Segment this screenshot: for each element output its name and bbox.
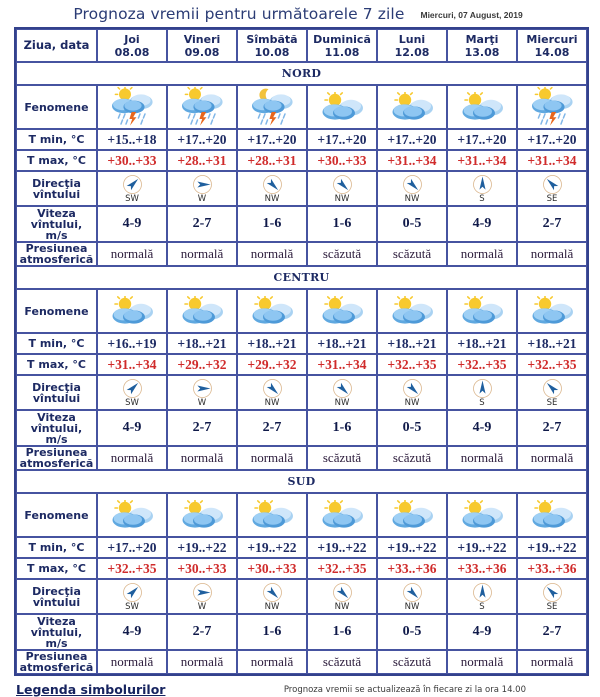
region-title-nord: NORD xyxy=(16,62,587,85)
pressure-value: scăzută xyxy=(392,246,432,261)
wind-direction-label: NW xyxy=(404,397,420,408)
wind-direction-label: SE xyxy=(546,601,558,612)
pressure-cell-5 xyxy=(447,446,517,470)
column-header-label: Ziua, data xyxy=(16,29,97,62)
wind-direction-cell-2 xyxy=(237,375,307,410)
wind-speed-cell-5: 4-9 xyxy=(447,410,517,446)
row-pressure-centru xyxy=(16,446,587,470)
row-tmin-sud xyxy=(16,537,587,558)
tmin-cell-6: +17..+20 xyxy=(517,129,587,150)
wind-speed-cell-4: 0-5 xyxy=(377,410,447,446)
tmin-cell-5: +18..+21 xyxy=(447,333,517,354)
row-label-pressure: Presiunea atmosferică xyxy=(16,446,97,470)
sun-cloud-icon xyxy=(109,500,155,530)
wind-direction-cell-0 xyxy=(97,171,167,206)
day-date: 14.08 xyxy=(534,45,570,59)
row-fenomene-sud xyxy=(16,493,587,537)
wind-direction-nw-icon xyxy=(402,582,423,603)
weather-icon-cell-0[interactable] xyxy=(97,289,167,333)
day-header-1[interactable] xyxy=(167,29,237,62)
row-label-tmax: T max, °C xyxy=(16,150,97,171)
day-name: Joi xyxy=(124,32,140,46)
tmax-cell-1: +28..+31 xyxy=(167,150,237,171)
wind-direction-nw-icon xyxy=(402,378,423,399)
region-title-sud: SUD xyxy=(16,470,587,493)
tmin-cell-0: +15..+18 xyxy=(97,129,167,150)
pressure-cell-1 xyxy=(167,242,237,266)
row-label-fenomene: Fenomene xyxy=(16,85,97,129)
wind-direction-label: NW xyxy=(334,601,350,612)
wind-direction-w-icon xyxy=(192,378,213,399)
wind-speed-cell-5: 4-9 xyxy=(447,206,517,242)
row-tmin-centru xyxy=(16,333,587,354)
day-header-6[interactable] xyxy=(517,29,587,62)
sun-cloud-icon xyxy=(459,92,505,122)
weather-icon-cell-2[interactable] xyxy=(237,493,307,537)
sun-cloud-icon xyxy=(249,296,295,326)
pressure-cell-0 xyxy=(97,650,167,674)
tmin-cell-5: +17..+20 xyxy=(447,129,517,150)
row-label-fenomene: Fenomene xyxy=(16,493,97,537)
row-label-wind-direction: Direcţia vîntului xyxy=(16,375,97,410)
pressure-cell-0 xyxy=(97,242,167,266)
pressure-value: normală xyxy=(460,450,504,465)
sun-cloud-icon xyxy=(319,92,365,122)
tmax-cell-3: +31..+34 xyxy=(307,354,377,375)
sun-cloud-icon xyxy=(389,92,435,122)
pressure-cell-6 xyxy=(517,446,587,470)
wind-direction-se-icon xyxy=(542,378,563,399)
footer xyxy=(0,676,600,697)
row-label-pressure: Presiunea atmosferică xyxy=(16,242,97,266)
weather-icon-cell-6[interactable] xyxy=(517,493,587,537)
weather-icon-cell-1[interactable] xyxy=(167,289,237,333)
tmin-cell-1: +19..+22 xyxy=(167,537,237,558)
wind-direction-label: NW xyxy=(264,397,280,408)
weather-icon-cell-4[interactable] xyxy=(377,85,447,129)
tmin-cell-6: +19..+22 xyxy=(517,537,587,558)
weather-icon-cell-6[interactable] xyxy=(517,85,587,129)
weather-icon-cell-2[interactable] xyxy=(237,289,307,333)
wind-direction-label: NW xyxy=(404,193,420,204)
row-label-tmin: T min, °C xyxy=(16,129,97,150)
row-label-tmax: T max, °C xyxy=(16,354,97,375)
weather-icon-cell-5[interactable] xyxy=(447,85,517,129)
wind-direction-se-icon xyxy=(542,582,563,603)
pressure-value: normală xyxy=(180,654,224,669)
tmin-cell-2: +17..+20 xyxy=(237,129,307,150)
pressure-cell-4 xyxy=(377,446,447,470)
row-label-wind-direction: Direcţia vîntului xyxy=(16,579,97,614)
pressure-value: scăzută xyxy=(322,654,362,669)
pressure-cell-5 xyxy=(447,242,517,266)
row-wind-speed-sud xyxy=(16,614,587,650)
wind-speed-cell-4: 0-5 xyxy=(377,614,447,650)
pressure-cell-3 xyxy=(307,446,377,470)
pressure-value: normală xyxy=(110,246,154,261)
sun-cloud-icon xyxy=(389,500,435,530)
sun-cloud-icon xyxy=(529,500,575,530)
weather-icon-cell-4[interactable] xyxy=(377,289,447,333)
tmin-cell-3: +19..+22 xyxy=(307,537,377,558)
forecast-table xyxy=(14,27,589,676)
tmax-cell-0: +30..+33 xyxy=(97,150,167,171)
pressure-value: normală xyxy=(530,246,574,261)
row-pressure-nord xyxy=(16,242,587,266)
weather-icon-cell-2[interactable] xyxy=(237,85,307,129)
wind-direction-nw-icon xyxy=(262,582,283,603)
wind-direction-label: S xyxy=(479,193,485,204)
row-label-tmax: T max, °C xyxy=(16,558,97,579)
pressure-cell-5 xyxy=(447,650,517,674)
sun-cloud-thunder-rain-icon xyxy=(109,87,155,127)
day-date: 11.08 xyxy=(324,45,360,59)
wind-direction-cell-0 xyxy=(97,579,167,614)
wind-speed-cell-3: 1-6 xyxy=(307,410,377,446)
pressure-value: normală xyxy=(180,450,224,465)
wind-speed-cell-1: 2-7 xyxy=(167,410,237,446)
wind-direction-sw-icon xyxy=(122,174,143,195)
tmin-cell-0: +16..+19 xyxy=(97,333,167,354)
weather-icon-cell-0[interactable] xyxy=(97,493,167,537)
tmin-cell-2: +18..+21 xyxy=(237,333,307,354)
wind-speed-cell-0: 4-9 xyxy=(97,206,167,242)
pressure-cell-2 xyxy=(237,446,307,470)
header-date: Miercuri, 07 August, 2019 xyxy=(420,10,523,20)
tmax-cell-6: +33..+36 xyxy=(517,558,587,579)
tmax-cell-3: +32..+35 xyxy=(307,558,377,579)
wind-direction-label: S xyxy=(479,397,485,408)
sun-cloud-icon xyxy=(179,500,225,530)
tmin-cell-3: +18..+21 xyxy=(307,333,377,354)
pressure-value: normală xyxy=(250,450,294,465)
wind-direction-label: W xyxy=(197,601,207,612)
wind-direction-cell-3 xyxy=(307,579,377,614)
wind-speed-cell-5: 4-9 xyxy=(447,614,517,650)
pressure-value: scăzută xyxy=(322,450,362,465)
wind-direction-label: NW xyxy=(404,601,420,612)
day-date: 08.08 xyxy=(114,45,150,59)
tmin-cell-1: +17..+20 xyxy=(167,129,237,150)
region-band-row xyxy=(16,62,587,85)
page-title: Prognoza vremii pentru următoarele 7 zile xyxy=(73,4,405,23)
row-label-wind-speed: Viteza vîntului, m/s xyxy=(16,614,97,650)
pressure-cell-1 xyxy=(167,650,237,674)
pressure-value: normală xyxy=(460,654,504,669)
wind-direction-w-icon xyxy=(192,174,213,195)
tmax-cell-2: +30..+33 xyxy=(237,558,307,579)
wind-direction-label: NW xyxy=(334,193,350,204)
row-label-wind-speed: Viteza vîntului, m/s xyxy=(16,410,97,446)
weather-icon-cell-0[interactable] xyxy=(97,85,167,129)
day-name: Luni xyxy=(398,32,426,46)
wind-direction-cell-3 xyxy=(307,171,377,206)
wind-direction-cell-1 xyxy=(167,171,237,206)
wind-direction-s-icon xyxy=(472,378,493,399)
day-header-0[interactable] xyxy=(97,29,167,62)
sun-cloud-thunder-rain-icon xyxy=(179,87,225,127)
update-note: Prognoza vremii se actualizează în fiecare zi la ora 14.00 xyxy=(283,684,526,695)
row-wind-direction-nord xyxy=(16,171,587,206)
row-label-pressure: Presiunea atmosferică xyxy=(16,650,97,674)
row-label-tmin: T min, °C xyxy=(16,537,97,558)
day-date: 13.08 xyxy=(464,45,500,59)
pressure-cell-6 xyxy=(517,650,587,674)
tmax-cell-4: +32..+35 xyxy=(377,354,447,375)
day-header-5[interactable] xyxy=(447,29,517,62)
tmax-cell-5: +33..+36 xyxy=(447,558,517,579)
pressure-value: scăzută xyxy=(322,246,362,261)
wind-direction-label: SW xyxy=(125,397,139,408)
day-date: 12.08 xyxy=(394,45,430,59)
sun-cloud-icon xyxy=(249,500,295,530)
sun-cloud-icon xyxy=(319,500,365,530)
wind-direction-nw-icon xyxy=(402,174,423,195)
wind-direction-cell-5 xyxy=(447,375,517,410)
wind-speed-cell-2: 1-6 xyxy=(237,206,307,242)
wind-speed-cell-6: 2-7 xyxy=(517,206,587,242)
day-name: Sîmbătă xyxy=(246,32,298,46)
tmin-cell-5: +19..+22 xyxy=(447,537,517,558)
pressure-value: normală xyxy=(250,654,294,669)
wind-direction-label: SW xyxy=(125,193,139,204)
pressure-value: normală xyxy=(180,246,224,261)
tmax-cell-1: +30..+33 xyxy=(167,558,237,579)
tmin-cell-6: +18..+21 xyxy=(517,333,587,354)
wind-direction-cell-6 xyxy=(517,375,587,410)
row-tmax-centru xyxy=(16,354,587,375)
wind-direction-label: NW xyxy=(334,397,350,408)
wind-speed-cell-6: 2-7 xyxy=(517,410,587,446)
wind-direction-cell-2 xyxy=(237,171,307,206)
wind-direction-label: SW xyxy=(125,601,139,612)
wind-speed-cell-0: 4-9 xyxy=(97,410,167,446)
pressure-value: normală xyxy=(530,450,574,465)
tmin-cell-4: +19..+22 xyxy=(377,537,447,558)
wind-direction-nw-icon xyxy=(332,582,353,603)
pressure-value: normală xyxy=(250,246,294,261)
day-date: 09.08 xyxy=(184,45,220,59)
sun-cloud-icon xyxy=(109,296,155,326)
wind-direction-nw-icon xyxy=(262,174,283,195)
row-label-tmin: T min, °C xyxy=(16,333,97,354)
pressure-value: normală xyxy=(460,246,504,261)
wind-direction-se-icon xyxy=(542,174,563,195)
wind-direction-cell-1 xyxy=(167,579,237,614)
row-label-wind-speed: Viteza vîntului, m/s xyxy=(16,206,97,242)
wind-direction-nw-icon xyxy=(262,378,283,399)
wind-direction-cell-6 xyxy=(517,579,587,614)
weather-icon-cell-3[interactable] xyxy=(307,85,377,129)
day-header-3[interactable] xyxy=(307,29,377,62)
pressure-cell-1 xyxy=(167,446,237,470)
page-header xyxy=(0,0,600,27)
day-name: Miercuri xyxy=(526,32,578,46)
region-band-row xyxy=(16,266,587,289)
pressure-cell-0 xyxy=(97,446,167,470)
tmin-cell-1: +18..+21 xyxy=(167,333,237,354)
row-label-fenomene: Fenomene xyxy=(16,289,97,333)
wind-direction-cell-0 xyxy=(97,375,167,410)
weather-icon-cell-3[interactable] xyxy=(307,289,377,333)
wind-direction-cell-4 xyxy=(377,171,447,206)
wind-direction-s-icon xyxy=(472,174,493,195)
weather-icon-cell-6[interactable] xyxy=(517,289,587,333)
tmin-cell-0: +17..+20 xyxy=(97,537,167,558)
sun-cloud-icon xyxy=(179,296,225,326)
wind-direction-sw-icon xyxy=(122,378,143,399)
wind-speed-cell-3: 1-6 xyxy=(307,614,377,650)
wind-direction-label: S xyxy=(479,601,485,612)
wind-speed-cell-1: 2-7 xyxy=(167,614,237,650)
row-wind-direction-sud xyxy=(16,579,587,614)
weather-icon-cell-4[interactable] xyxy=(377,493,447,537)
day-name: Duminică xyxy=(313,32,371,46)
wind-speed-cell-4: 0-5 xyxy=(377,206,447,242)
wind-direction-label: SE xyxy=(546,397,558,408)
pressure-value: scăzută xyxy=(392,450,432,465)
weather-icon-cell-1[interactable] xyxy=(167,493,237,537)
row-label-wind-direction: Direcţia vîntului xyxy=(16,171,97,206)
day-name: Vineri xyxy=(183,32,221,46)
region-band-row xyxy=(16,470,587,493)
weather-icon-cell-5[interactable] xyxy=(447,289,517,333)
tmax-cell-6: +32..+35 xyxy=(517,354,587,375)
tmax-cell-5: +32..+35 xyxy=(447,354,517,375)
wind-speed-cell-1: 2-7 xyxy=(167,206,237,242)
wind-direction-cell-4 xyxy=(377,579,447,614)
pressure-cell-3 xyxy=(307,650,377,674)
pressure-cell-4 xyxy=(377,242,447,266)
row-wind-speed-centru xyxy=(16,410,587,446)
day-header-2[interactable] xyxy=(237,29,307,62)
tmin-cell-2: +19..+22 xyxy=(237,537,307,558)
tmax-cell-4: +33..+36 xyxy=(377,558,447,579)
pressure-cell-2 xyxy=(237,650,307,674)
pressure-value: normală xyxy=(110,654,154,669)
day-date: 10.08 xyxy=(254,45,290,59)
wind-direction-cell-4 xyxy=(377,375,447,410)
wind-direction-label: SE xyxy=(546,193,558,204)
pressure-cell-4 xyxy=(377,650,447,674)
row-tmin-nord xyxy=(16,129,587,150)
wind-speed-cell-6: 2-7 xyxy=(517,614,587,650)
legend-link[interactable]: Legenda simbolurilor xyxy=(16,682,166,697)
sun-cloud-thunder-rain-icon xyxy=(529,87,575,127)
wind-direction-cell-1 xyxy=(167,375,237,410)
sun-cloud-icon xyxy=(319,296,365,326)
moon-cloud-thunder-rain-icon xyxy=(249,87,295,127)
wind-direction-label: NW xyxy=(264,193,280,204)
wind-direction-label: W xyxy=(197,397,207,408)
row-tmax-nord xyxy=(16,150,587,171)
wind-speed-cell-0: 4-9 xyxy=(97,614,167,650)
wind-speed-cell-2: 1-6 xyxy=(237,614,307,650)
row-wind-direction-centru xyxy=(16,375,587,410)
weather-icon-cell-3[interactable] xyxy=(307,493,377,537)
sun-cloud-icon xyxy=(529,296,575,326)
day-header-4[interactable] xyxy=(377,29,447,62)
tmin-cell-3: +17..+20 xyxy=(307,129,377,150)
pressure-value: scăzută xyxy=(392,654,432,669)
tmax-cell-5: +31..+34 xyxy=(447,150,517,171)
wind-direction-label: NW xyxy=(264,601,280,612)
pressure-cell-2 xyxy=(237,242,307,266)
wind-direction-cell-3 xyxy=(307,375,377,410)
wind-direction-sw-icon xyxy=(122,582,143,603)
tmax-cell-2: +29..+32 xyxy=(237,354,307,375)
day-header-row xyxy=(16,29,587,62)
wind-direction-cell-5 xyxy=(447,171,517,206)
wind-direction-nw-icon xyxy=(332,378,353,399)
tmin-cell-4: +17..+20 xyxy=(377,129,447,150)
sun-cloud-icon xyxy=(389,296,435,326)
tmax-cell-1: +29..+32 xyxy=(167,354,237,375)
wind-direction-cell-5 xyxy=(447,579,517,614)
tmin-cell-4: +18..+21 xyxy=(377,333,447,354)
pressure-cell-6 xyxy=(517,242,587,266)
wind-direction-s-icon xyxy=(472,582,493,603)
row-wind-speed-nord xyxy=(16,206,587,242)
wind-direction-label: W xyxy=(197,193,207,204)
wind-direction-cell-6 xyxy=(517,171,587,206)
region-title-centru: CENTRU xyxy=(16,266,587,289)
sun-cloud-icon xyxy=(459,296,505,326)
pressure-value: normală xyxy=(530,654,574,669)
wind-speed-cell-3: 1-6 xyxy=(307,206,377,242)
sun-cloud-icon xyxy=(459,500,505,530)
row-tmax-sud xyxy=(16,558,587,579)
tmax-cell-0: +32..+35 xyxy=(97,558,167,579)
row-pressure-sud xyxy=(16,650,587,674)
tmax-cell-6: +31..+34 xyxy=(517,150,587,171)
tmax-cell-3: +30..+33 xyxy=(307,150,377,171)
wind-speed-cell-2: 2-7 xyxy=(237,410,307,446)
tmax-cell-4: +31..+34 xyxy=(377,150,447,171)
row-fenomene-centru xyxy=(16,289,587,333)
wind-direction-w-icon xyxy=(192,582,213,603)
weather-icon-cell-5[interactable] xyxy=(447,493,517,537)
wind-direction-cell-2 xyxy=(237,579,307,614)
row-fenomene-nord xyxy=(16,85,587,129)
tmax-cell-2: +28..+31 xyxy=(237,150,307,171)
tmax-cell-0: +31..+34 xyxy=(97,354,167,375)
wind-direction-nw-icon xyxy=(332,174,353,195)
weather-icon-cell-1[interactable] xyxy=(167,85,237,129)
day-name: Marţi xyxy=(465,32,499,46)
pressure-cell-3 xyxy=(307,242,377,266)
pressure-value: normală xyxy=(110,450,154,465)
